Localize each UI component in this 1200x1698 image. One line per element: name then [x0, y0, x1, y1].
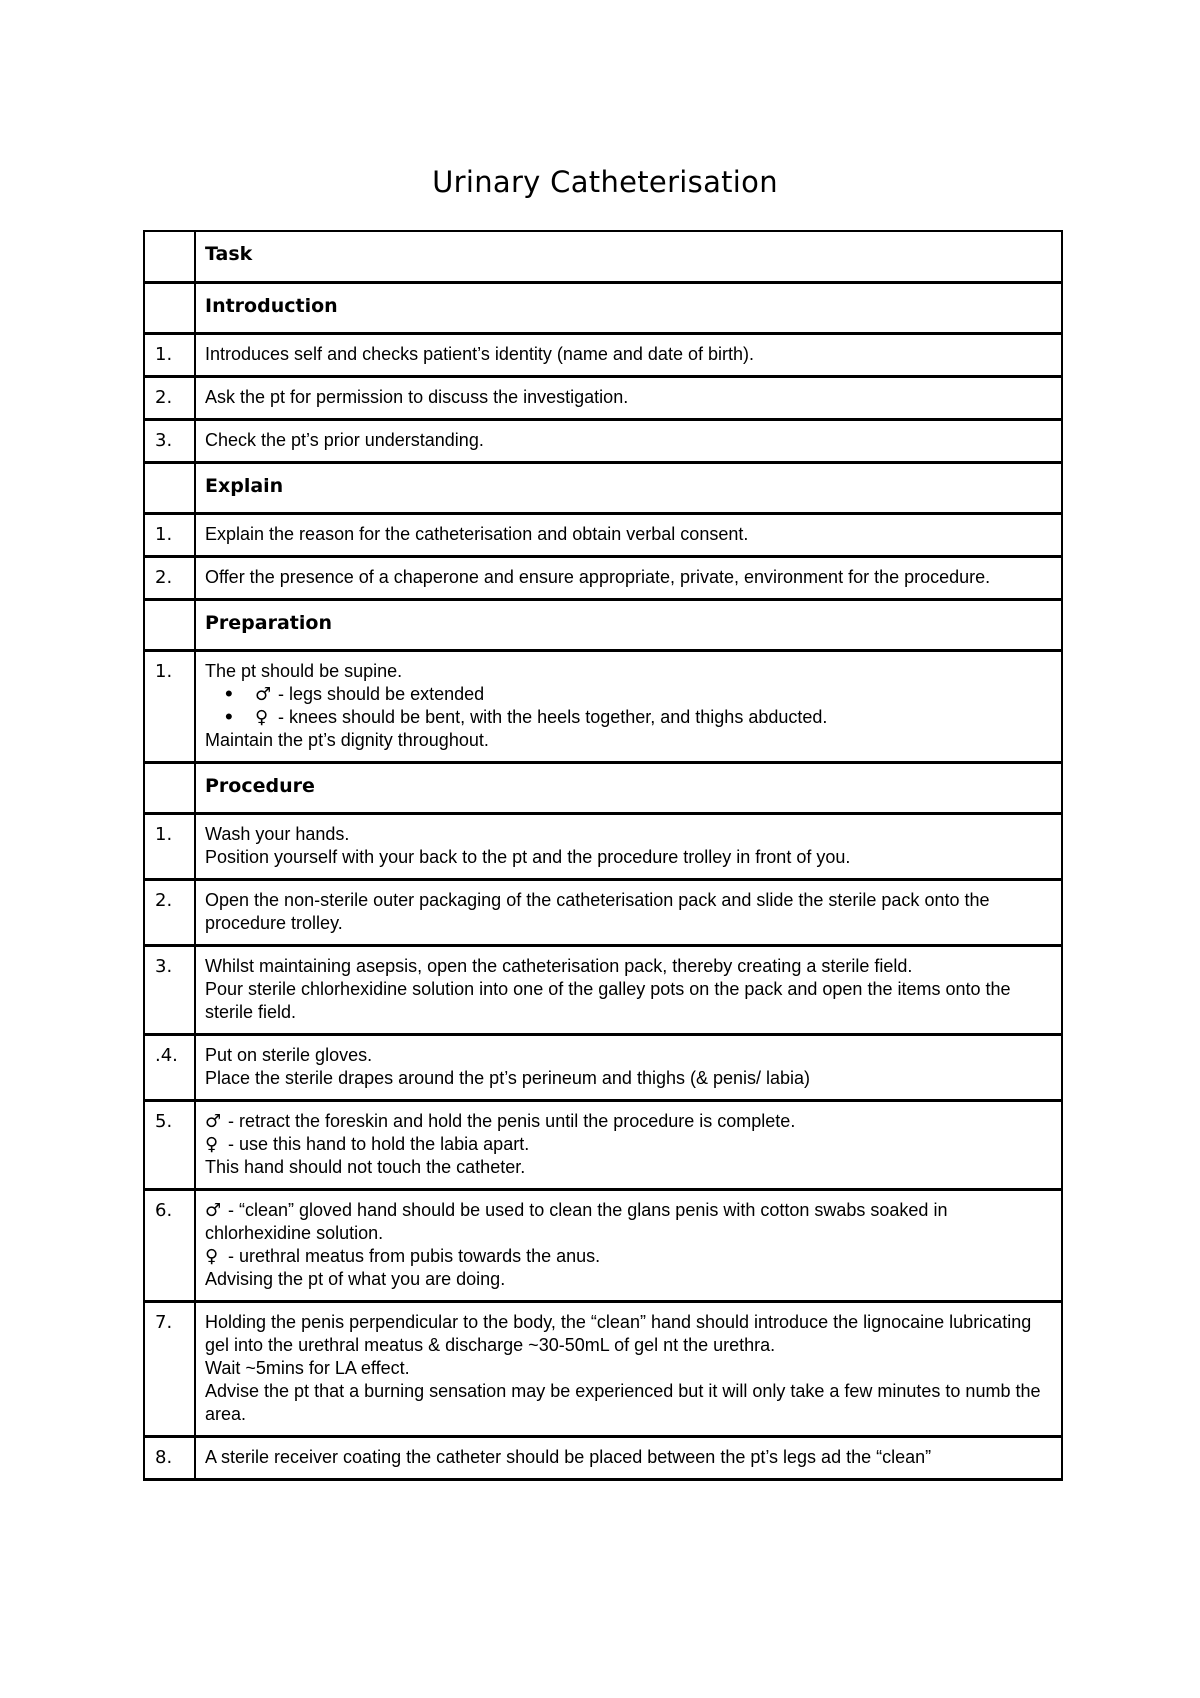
step-line [205, 1245, 1052, 1268]
male-symbol-icon: ♂ [205, 1110, 222, 1132]
section-row-procedure [144, 762, 1062, 813]
step-text [195, 879, 1062, 945]
step-number: 6. [144, 1189, 195, 1301]
table-row [144, 419, 1062, 462]
step-line: Maintain the pt’s dignity throughout. [205, 729, 489, 750]
step-text [195, 513, 1062, 556]
table-row [144, 650, 1062, 762]
section-number-cell [144, 282, 195, 333]
step-line: Wash your hands. [205, 823, 350, 844]
step-number: 3. [144, 945, 195, 1034]
section-number-cell [144, 599, 195, 650]
section-title: Explain [195, 462, 1062, 513]
section-number-cell [144, 762, 195, 813]
female-instruction: - urethral meatus from pubis towards the anus. [223, 1245, 601, 1266]
step-line: Introduces self and checks patient’s identity (name and date of birth). [205, 343, 754, 364]
step-line: Open the non-sterile outer packaging of the catheterisation pack and slide the sterile pack onto the procedure trolley. [205, 889, 990, 933]
table-header-row [144, 231, 1062, 282]
step-number: 2. [144, 376, 195, 419]
table-row [144, 1301, 1062, 1436]
section-number-cell [144, 462, 195, 513]
male-symbol-icon: ♂ [205, 1199, 222, 1221]
step-line: Advising the pt of what you are doing. [205, 1268, 506, 1289]
section-title: Preparation [195, 599, 1062, 650]
table-row [144, 513, 1062, 556]
section-row-introduction [144, 282, 1062, 333]
section-title: Introduction [195, 282, 1062, 333]
list-item [255, 683, 1052, 706]
task-header-cell: Task [195, 231, 1062, 282]
table-row [144, 813, 1062, 879]
step-text [195, 1034, 1062, 1100]
female-instruction: - use this hand to hold the labia apart. [223, 1133, 530, 1154]
female-symbol-icon: ♀ [205, 1133, 219, 1155]
step-line: Explain the reason for the catheterisation and obtain verbal consent. [205, 523, 749, 544]
section-title: Procedure [195, 762, 1062, 813]
table-row [144, 333, 1062, 376]
step-text [195, 1301, 1062, 1436]
step-line: Place the sterile drapes around the pt’s perineum and thighs (& penis/ labia) [205, 1067, 811, 1088]
step-number: 2. [144, 879, 195, 945]
table-row [144, 945, 1062, 1034]
step-text [195, 945, 1062, 1034]
step-text [195, 333, 1062, 376]
list-item [255, 706, 1052, 729]
step-line [205, 1133, 1052, 1156]
step-number: 2. [144, 556, 195, 599]
step-text [195, 813, 1062, 879]
bullet-text: - knees should be bent, with the heels together, and thighs abducted. [273, 706, 828, 727]
step-number: 8. [144, 1436, 195, 1479]
step-text [195, 419, 1062, 462]
table-row [144, 1436, 1062, 1479]
table-row [144, 1100, 1062, 1189]
step-line: Pour sterile chlorhexidine solution into one of the galley pots on the pack and open the items onto the sterile field. [205, 978, 1011, 1022]
step-line: Wait ~5mins for LA effect. [205, 1357, 410, 1378]
step-text [195, 1189, 1062, 1301]
section-row-explain [144, 462, 1062, 513]
step-line: Ask the pt for permission to discuss the investigation. [205, 386, 629, 407]
step-line: Position yourself with your back to the pt and the procedure trolley in front of you. [205, 846, 851, 867]
table-row [144, 556, 1062, 599]
number-header-cell [144, 231, 195, 282]
step-number: 3. [144, 419, 195, 462]
table-row [144, 879, 1062, 945]
bullet-text: - legs should be extended [273, 683, 485, 704]
table-row [144, 376, 1062, 419]
step-line: Advise the pt that a burning sensation may be experienced but it will only take a few minutes to numb the area. [205, 1380, 1041, 1424]
bullet-list [205, 683, 1052, 729]
step-number: 1. [144, 333, 195, 376]
step-line [205, 1110, 1052, 1133]
step-number: 1. [144, 813, 195, 879]
task-table [143, 230, 1063, 1481]
step-line: Offer the presence of a chaperone and ensure appropriate, private, environment for the procedure. [205, 566, 991, 587]
step-line: Put on sterile gloves. [205, 1044, 373, 1065]
section-row-preparation [144, 599, 1062, 650]
step-text [195, 376, 1062, 419]
step-text [195, 650, 1062, 762]
step-line: This hand should not touch the catheter. [205, 1156, 526, 1177]
step-line: Check the pt’s prior understanding. [205, 429, 484, 450]
step-number: 1. [144, 650, 195, 762]
step-line: Holding the penis perpendicular to the body, the “clean” hand should introduce the lignocaine lubricating gel into the urethral meatus & discharge ~30-50mL of gel nt the urethra. [205, 1311, 1032, 1355]
female-symbol-icon: ♀ [255, 706, 269, 728]
step-text [195, 1100, 1062, 1189]
step-number: 1. [144, 513, 195, 556]
page-title: Urinary Catheterisation [432, 165, 778, 199]
step-number: 5. [144, 1100, 195, 1189]
male-instruction: - “clean” gloved hand should be used to clean the glans penis with cotton swabs soaked in chlorhexidine solution. [205, 1199, 948, 1243]
step-line: Whilst maintaining asepsis, open the catheterisation pack, thereby creating a sterile field. [205, 955, 913, 976]
male-symbol-icon: ♂ [255, 683, 272, 705]
step-number: 7. [144, 1301, 195, 1436]
table-row [144, 1034, 1062, 1100]
table-row [144, 1189, 1062, 1301]
step-line: The pt should be supine. [205, 660, 403, 681]
male-instruction: - retract the foreskin and hold the penis until the procedure is complete. [223, 1110, 796, 1131]
female-symbol-icon: ♀ [205, 1245, 219, 1267]
step-text [195, 1436, 1062, 1479]
step-line: A sterile receiver coating the catheter should be placed between the pt’s legs ad the “clean” [205, 1446, 932, 1467]
step-line [205, 1199, 1052, 1245]
step-text [195, 556, 1062, 599]
step-number: .4. [144, 1034, 195, 1100]
